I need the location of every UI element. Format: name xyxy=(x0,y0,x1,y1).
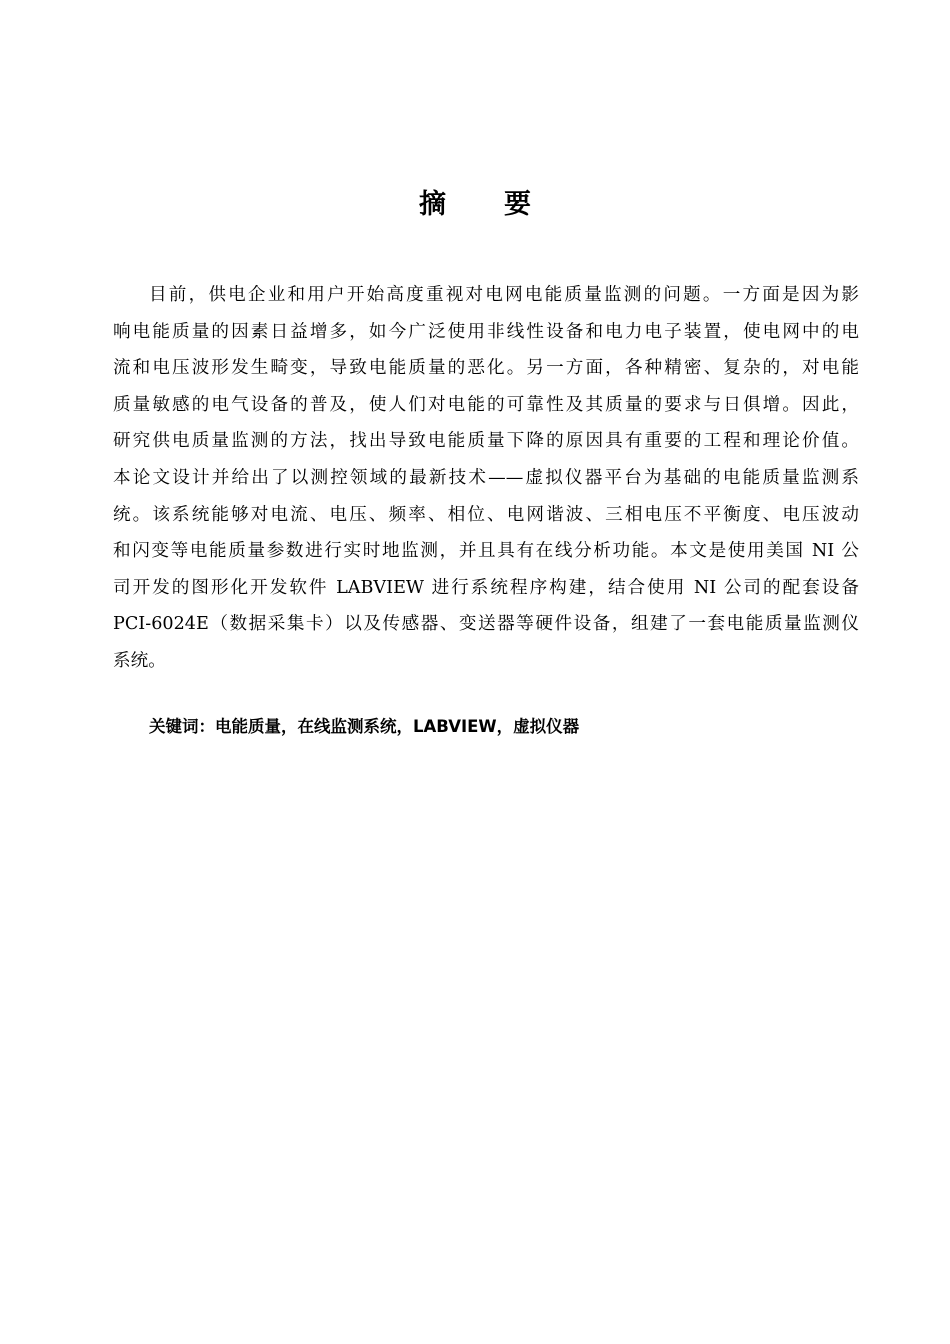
page-title xyxy=(0,182,950,221)
abstract-line: PCI-6024E（数据采集卡）以及传感器、变送器等硬件设备，组建了一套电能质量监测仪 xyxy=(113,614,859,635)
abstract-line: 目前，供电企业和用户开始高度重视对电网电能质量监测的问题。一方面是因为影 xyxy=(149,285,859,305)
abstract-line: 统。该系统能够对电流、电压、频率、相位、电网谐波、三相电压不平衡度、电压波动 xyxy=(113,504,859,525)
abstract-line: 流和电压波形发生畸变，导致电能质量的恶化。另一方面，各种精密、复杂的，对电能 xyxy=(113,358,859,379)
abstract-line: 本论文设计并给出了以测控领域的最新技术——虚拟仪器平台为基础的电能质量监测系 xyxy=(113,467,859,488)
abstract-line: 和闪变等电能质量参数进行实时地监测，并且具有在线分析功能。本文是使用美国 NI 公 xyxy=(113,541,859,562)
page-title-char-2: 要 xyxy=(504,189,531,220)
page-title-char-1: 摘 xyxy=(419,189,446,220)
abstract-body xyxy=(113,280,859,683)
abstract-line: 系统。 xyxy=(113,650,166,671)
abstract-line: 司开发的图形化开发软件 LABVIEW 进行系统程序构建，结合使用 NI 公司的配套设备 xyxy=(113,577,859,598)
keywords: 关键词：电能质量，在线监测系统，LABVIEW，虚拟仪器 xyxy=(149,717,580,736)
abstract-line: 研究供电质量监测的方法，找出导致电能质量下降的原因具有重要的工程和理论价值。 xyxy=(113,431,859,452)
abstract-line: 质量敏感的电气设备的普及，使人们对电能的可靠性及其质量的要求与日俱增。因此， xyxy=(113,394,859,415)
abstract-line: 响电能质量的因素日益增多，如今广泛使用非线性设备和电力电子装置，使电网中的电 xyxy=(113,321,859,342)
